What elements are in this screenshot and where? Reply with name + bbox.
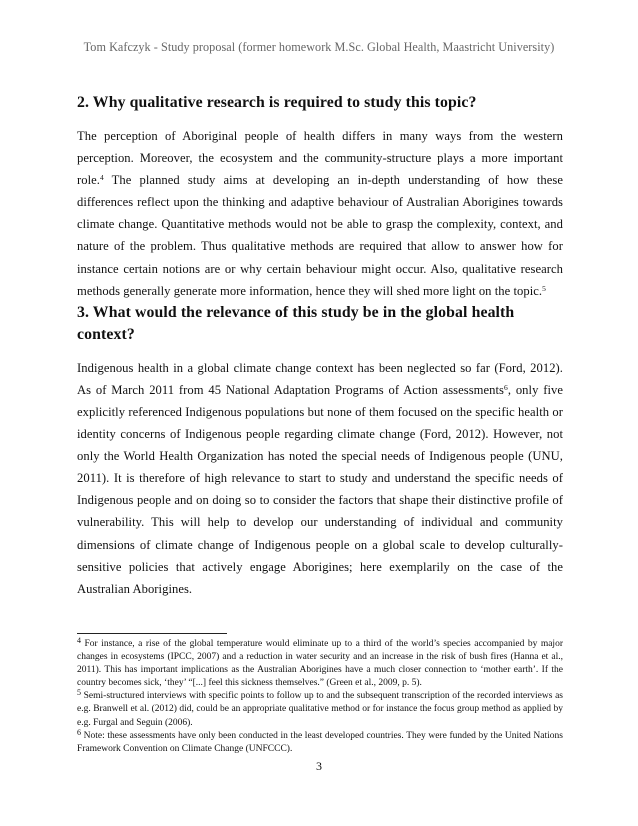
footnote-ref-4[interactable]: 4 <box>99 173 104 183</box>
footnote-4 <box>77 638 563 690</box>
footnote-number: 5 <box>77 688 81 698</box>
section-2-text-a: The perception of Aboriginal people of health differs in many ways from the western perception. Moreover, the ecosystem and the community-structure plays a more important role. <box>77 129 563 188</box>
footnote-5 <box>77 690 563 729</box>
section-2-heading: 2. Why qualitative research is required to study this topic? <box>77 94 477 111</box>
footnote-text: For instance, a rise of the global temperature would eliminate up to a third of the world’s species accompanied by major changes in ecosystems (IPCC, 2007) and a reduction in water security and an increase in the risk of bush fires (Hanna et al., 2011). This has important implications as the Australian Aborigines have a much closer connection to ‘mother earth’. If the country becomes sick, ‘they’ “[...] feel this sickness themselves.” (Green et al., 2009, p. 5). <box>77 639 563 689</box>
section-2-text-b: The planned study aims at developing an in-depth understanding of how these differences reflect upon the thinking and adaptive behaviour of Australian Aborigines towards climate change. Quantitative methods would not be able to grasp the complexity, context, and nature of the problem. Thus qualitative methods are required that allow to answer how for instance certain notions are or why certain behaviour might occur. Also, qualitative research methods generally generate more information, hence they will shed more light on the topic. <box>77 173 563 298</box>
section-3-heading: 3. What would the relevance of this study be in the global health context? <box>77 303 515 343</box>
footnote-ref-5[interactable]: 5 <box>542 283 546 293</box>
section-2-paragraph <box>77 125 563 302</box>
footnotes <box>77 638 563 756</box>
footnote-ref-6[interactable]: 6 <box>504 382 508 392</box>
main-content <box>77 92 563 600</box>
section-3-text-a: Indigenous health in a global climate change context has been neglected so far (Ford, 2012). As of March 2011 from 45 National Adaptation Programs of Action assessments <box>77 360 563 397</box>
footnote-separator <box>77 633 227 634</box>
page-number: 3 <box>316 759 322 773</box>
footnote-text: Note: these assessments have only been conducted in the least developed countries. They were funded by the United Nations Framework Convention on Climate Change (UNFCCC). <box>77 730 563 754</box>
section-3-text-b: , only five explicitly referenced Indigenous populations but none of them focused on the specific health or identity concerns of Indigenous people regarding climate change (Ford, 2012). However, not only the World Health Organization has noted the special needs of Indigenous people (UNU, 2011). It is therefore of high relevance to start to study and understand the specific needs of Indigenous people and on doing so to consider the factors that shape their distinctive profile of vulnerability. This will help to develop our understanding of individual and community dimensions of climate change of Indigenous people on a global scale to develop culturally-sensitive policies that actively engage Aborigines; here exemplarily on the case of the Australian Aborigines. <box>77 382 563 596</box>
footnote-number: 4 <box>77 636 81 645</box>
footnote-6 <box>77 727 563 756</box>
footnote-number: 6 <box>77 727 81 737</box>
running-header: Tom Kafczyk - Study proposal (former homework M.Sc. Global Health, Maastricht University) <box>83 40 555 54</box>
section-3-paragraph <box>77 357 563 600</box>
footnote-text: Semi-structured interviews with specific points to follow up to and the subsequent transcription of the recorded interviews as e.g. Branwell et al. (2012) did, could be an appropriate qualitative method or for instance the focus group method as applied by e.g. Furgal and Seguin (2006). <box>77 691 563 728</box>
